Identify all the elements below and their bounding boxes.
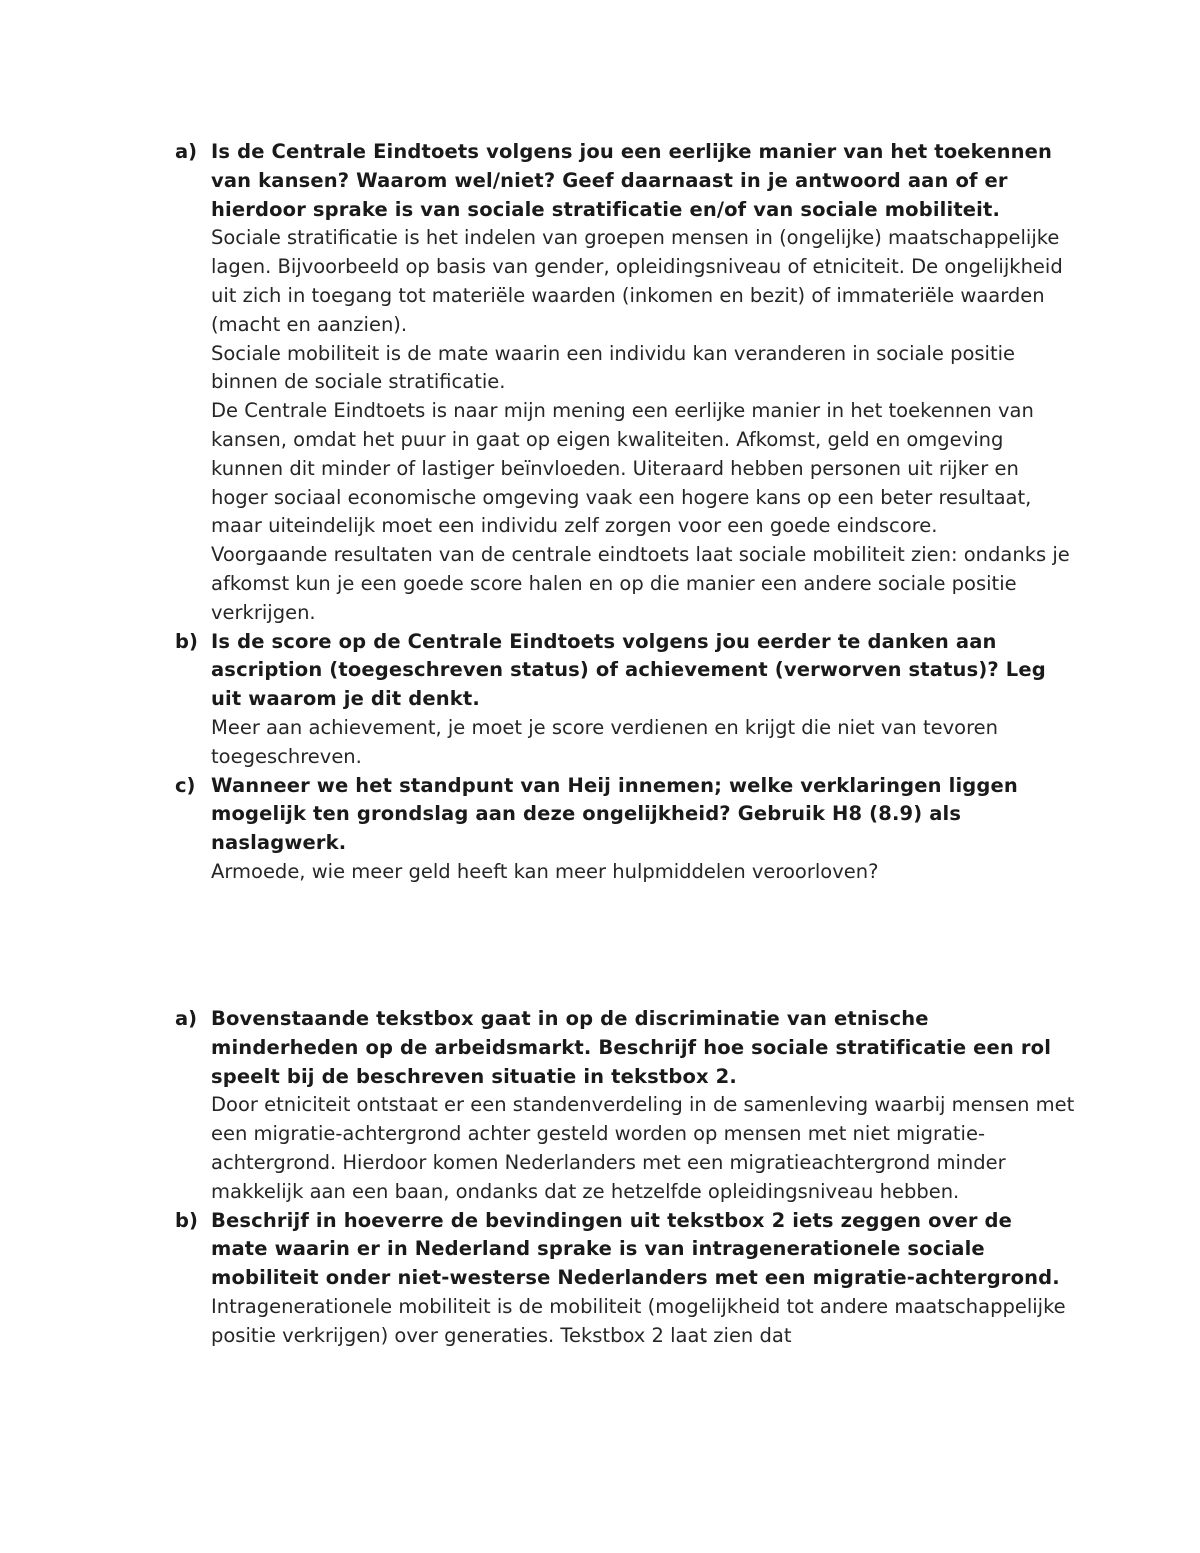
list-marker: a) — [175, 140, 198, 163]
list-marker: a) — [175, 1007, 198, 1030]
question-text: Is de Centrale Eindtoets volgens jou een eerlijke manier van het toekennen van kansen? Waarom wel/niet? Geef daarnaast in je antwoord aan of er hierdoor sprake is van sociale stratificatie en/of van sociale mobiliteit. — [211, 140, 1053, 221]
answer-paragraph: Door etniciteit ontstaat er een standenverdeling in de samenleving waarbij mensen met een migratie-achtergrond achter gesteld worden op mensen met niet migratie-achtergrond. Hierdoor komen Nederlanders met een migratieachtergrond minder makkelijk aan een baan, ondanks dat ze hetzelfde opleidingsniveau hebben. — [211, 1093, 1075, 1203]
question-item-a — [175, 138, 1075, 628]
list-marker: b) — [175, 629, 198, 653]
question-section-2 — [175, 1005, 1075, 1351]
answer-paragraph: Armoede, wie meer geld heeft kan meer hulpmiddelen veroorloven? — [211, 859, 879, 883]
answer-paragraph: Sociale stratificatie is het indelen van groepen mensen in (ongelijke) maatschappelijke lagen. Bijvoorbeeld op basis van gender, opleidingsniveau of etniciteit. De ongelijkheid uit zich in toegang tot materiële waarden (inkomen en bezit) of immateriële waarden (macht en aanzien). — [211, 226, 1063, 336]
answer-paragraph: Meer aan achievement, je moet je score verdienen en krijgt die niet van tevoren toegeschreven. — [211, 715, 999, 768]
list-marker: c) — [175, 773, 196, 797]
question-text: Bovenstaande tekstbox gaat in op de discriminatie van etnische minderheden op de arbeidsmarkt. Beschrijf hoe sociale stratificatie een rol speelt bij de beschreven situatie in tekstbox 2. — [211, 1007, 1052, 1088]
question-text: Beschrijf in hoeverre de bevindingen uit tekstbox 2 iets zeggen over de mate waarin er in Nederland sprake is van intragenerationele sociale mobiliteit onder niet-westerse Nederlanders met een migratie-achtergrond. — [211, 1208, 1060, 1290]
question-text: Wanneer we het standpunt van Heij innemen; welke verklaringen liggen mogelijk ten grondslag aan deze ongelijkheid? Gebruik H8 (8.9) als naslagwerk. — [211, 773, 1018, 855]
question-item-a — [175, 1005, 1075, 1207]
list-marker: b) — [175, 1208, 198, 1232]
answer-paragraph: Intragenerationele mobiliteit is de mobiliteit (mogelijkheid tot andere maatschappelijke positie verkrijgen) over generaties. Tekstbox 2 laat zien dat — [211, 1294, 1066, 1347]
question-text: Is de score op de Centrale Eindtoets volgens jou eerder te danken aan ascription (toegeschreven status) of achievement (verworven status)? Leg uit waarom je dit denkt. — [211, 629, 1046, 711]
question-item-c — [175, 772, 1075, 887]
answer-paragraph: De Centrale Eindtoets is naar mijn mening een eerlijke manier in het toekennen van kansen, omdat het puur in gaat op eigen kwaliteiten. Afkomst, geld en omgeving kunnen dit minder of lastiger beïnvloeden. Uiteraard hebben personen uit rijker en hoger sociaal economische omgeving vaak een hogere kans op een beter resultaat, maar uiteindelijk moet een individu zelf zorgen voor een goede eindscore. — [211, 399, 1034, 538]
question-item-b — [175, 628, 1075, 772]
answer-paragraph: Voorgaande resultaten van de centrale eindtoets laat sociale mobiliteit zien: ondanks je afkomst kun je een goede score halen en op die manier een andere sociale positie verkrijgen. — [211, 543, 1070, 624]
question-item-b — [175, 1207, 1075, 1351]
answer-paragraph: Sociale mobiliteit is de mate waarin een individu kan veranderen in sociale positie binnen de sociale stratificatie. — [211, 341, 1016, 394]
question-section-1 — [175, 138, 1075, 887]
